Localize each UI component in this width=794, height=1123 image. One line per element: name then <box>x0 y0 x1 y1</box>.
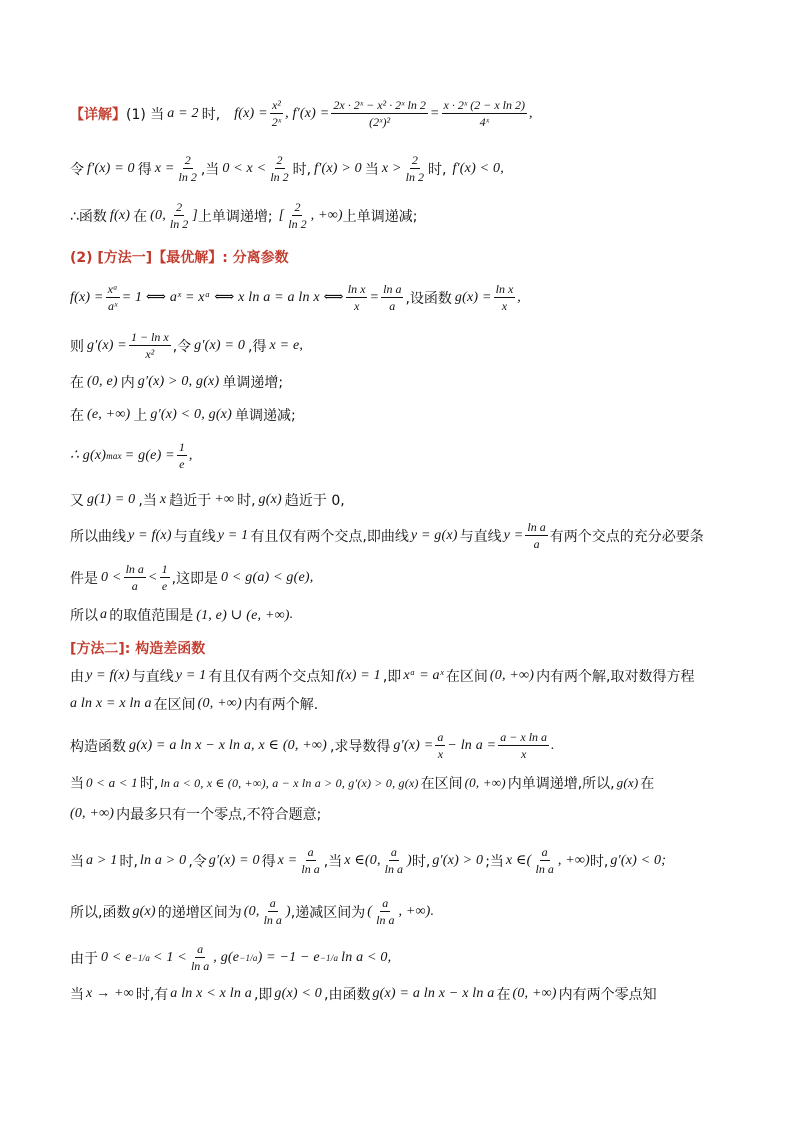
math: (0, +∞) <box>70 806 115 821</box>
text: ,令 <box>172 338 192 355</box>
increasing-line <box>70 372 730 392</box>
math: y = <box>503 527 524 543</box>
text: 有两个交点的充分必要条 <box>549 528 704 545</box>
text: 上单调递增; <box>197 208 273 225</box>
intervals-summary-line <box>70 896 730 927</box>
math: f(x) <box>109 207 131 223</box>
text: 趋近于 0, <box>284 493 345 509</box>
text: 趋近于 <box>169 493 212 509</box>
math: , <box>500 160 504 176</box>
text: 又 <box>70 493 84 509</box>
math: . <box>551 737 555 753</box>
math: f′(x) = 0 <box>87 160 135 176</box>
final-limit-line <box>70 984 730 1004</box>
math: < <box>147 569 158 585</box>
fraction: $\frac{2}{\ln 2}$ <box>405 153 424 184</box>
math: ( <box>526 852 532 868</box>
fraction: $\frac{\text{a − x ln a}}{x}$ <box>500 730 548 761</box>
text: 所以曲线 <box>70 528 126 545</box>
text: 内最多只有一个零点,不符合题意; <box>116 807 322 823</box>
math: g(x) <box>616 775 639 790</box>
math: (0, <box>243 903 260 919</box>
math: f(x) = <box>234 105 268 121</box>
fraction: $\frac{\text{ln a}}{a}$ <box>125 562 144 593</box>
text: ,求导数得 <box>329 738 391 755</box>
case-a-less-than-one-line <box>70 773 730 793</box>
math: (0, +∞) <box>464 775 506 790</box>
fraction: $\frac{\text{ln a}}{a}$ <box>383 282 402 313</box>
fraction: $\frac{2}{\ln 2}$ <box>288 200 307 231</box>
text: 在 <box>70 375 84 391</box>
math: ln a < 0 <box>341 949 388 965</box>
text: ∴函数 <box>70 208 107 225</box>
decreasing-line <box>70 405 730 425</box>
text: 得 <box>261 853 276 870</box>
text: 当 <box>70 853 84 870</box>
math: , g(e <box>213 949 240 965</box>
math: a = 2 <box>167 105 199 121</box>
fraction: $\frac{\text{2x · 2ˣ − x² · 2ˣ ln 2}}{\text{(2ˣ)²}}$ <box>333 98 426 129</box>
math: x → +∞ <box>86 986 134 1001</box>
math: ( <box>367 903 373 919</box>
math: g′(x) = 0 <box>194 337 246 353</box>
text: 在 <box>496 987 511 1003</box>
math: 0 < e <box>101 949 132 965</box>
math: g′(x) > 0, g(x) <box>137 374 220 389</box>
text: 时, <box>237 493 256 509</box>
math: ∴ g(x) <box>70 448 107 463</box>
g-derivative-line <box>70 330 730 361</box>
fraction: $\frac{a}{\text{ln a}}$ <box>301 845 320 876</box>
fraction: $\frac{\text{ln x}}{x}$ <box>495 282 514 313</box>
math: 0 < <box>101 569 122 585</box>
math: (0, <box>150 207 166 223</box>
math: − ln a = <box>447 737 497 753</box>
method-one-heading <box>70 247 730 267</box>
text: 令 <box>70 161 84 178</box>
fraction: $\frac{a}{\text{ln a}}$ <box>376 896 395 927</box>
math: , +∞) <box>310 207 343 223</box>
math: y = f(x) <box>86 668 130 683</box>
math: (1, e) ∪ (e, +∞) <box>196 607 290 623</box>
text: 由 <box>70 669 84 685</box>
math: 0 < a < 1 <box>86 775 138 790</box>
separate-parameter-line <box>70 282 730 313</box>
math: = <box>369 289 380 305</box>
text: ,设函数 <box>405 290 452 307</box>
text: ,由函数 <box>324 987 371 1003</box>
math: g′(x) < 0, g(x) <box>150 407 232 422</box>
math: g′(x) < 0 <box>610 852 662 868</box>
text: 时, <box>119 853 138 870</box>
case-a-greater-than-one-line <box>70 845 730 876</box>
text: 的递增区间为 <box>157 904 242 921</box>
text: 内 <box>120 375 135 391</box>
text: ,即 <box>253 987 273 1003</box>
math: a ln x < x ln a <box>170 986 252 1001</box>
math: y = f(x) <box>128 527 172 543</box>
fraction: $\frac{a}{x}$ <box>437 730 444 761</box>
fraction: $\frac{1}{e}$ <box>178 440 185 471</box>
monotonic-intervals-line <box>70 200 730 231</box>
maximum-line <box>70 440 730 471</box>
math: f′(x) > 0 <box>314 160 362 176</box>
math: , <box>387 949 392 965</box>
text: 在区间 <box>153 697 196 713</box>
fraction: $\frac{1}{e}$ <box>161 562 168 593</box>
text: 在 <box>133 208 148 225</box>
log-equation-line <box>70 694 730 714</box>
text: 在 <box>70 408 84 424</box>
text: 与直线 <box>459 528 502 545</box>
math: f(x) = <box>70 289 104 305</box>
case-a-less-than-one-cont <box>70 804 730 824</box>
fraction: $\frac{a}{\text{ln a}}$ <box>384 845 404 876</box>
math: x ∈ <box>505 853 527 868</box>
text: 由于 <box>70 950 98 967</box>
text: 构造函数 <box>70 738 126 755</box>
method-two-heading <box>70 638 730 658</box>
fraction: $\frac{\text{1 − ln x}}{\text{x²}}$ <box>130 330 169 361</box>
fraction: $\frac{a}{\text{ln a}}$ <box>263 896 282 927</box>
superscript: −1/a <box>239 952 258 963</box>
text: 时, <box>139 776 159 792</box>
math: y = g(x) <box>410 527 458 543</box>
text: ,得 <box>248 338 267 355</box>
construct-function-line <box>70 730 730 761</box>
fraction: $\frac{2}{\ln 2}$ <box>270 153 289 184</box>
range-result-line <box>70 605 730 625</box>
text: 当 <box>364 161 379 178</box>
math: +∞ <box>214 492 235 507</box>
fraction: $\frac{\text{ln a}}{a}$ <box>527 520 546 551</box>
math: , +∞) <box>398 903 431 919</box>
math: 0 < x < <box>222 160 267 176</box>
fraction: $\frac{\text{ln x}}{x}$ <box>347 282 366 313</box>
math: = g(e) = <box>124 447 175 463</box>
text: 所以,函数 <box>70 904 131 921</box>
text: ,递减区间为 <box>290 904 366 921</box>
limit-line <box>70 490 730 510</box>
math: g(x) = a ln x − x ln a, x ∈ (0, +∞) <box>129 738 327 753</box>
math: x > <box>381 160 402 176</box>
math: 0 < g(a) < g(e) <box>221 569 310 585</box>
method-two-intro-line <box>70 666 730 686</box>
text: 内有两个解,取对数得方程 <box>536 669 695 685</box>
math: (0, <box>364 852 381 868</box>
math: g(x) = <box>454 289 492 305</box>
fraction: $\frac{\text{x²}}{\text{2ˣ}}$ <box>271 98 282 129</box>
text: ;当 <box>485 853 504 870</box>
math: x = <box>277 852 298 868</box>
text: 当 <box>70 987 84 1003</box>
math: , <box>188 447 193 463</box>
text: 与直线 <box>173 528 216 545</box>
math: a > 1 <box>86 852 118 868</box>
math: (0, +∞) <box>197 696 242 711</box>
math: ] <box>192 207 198 223</box>
fraction: $\frac{a}{\text{ln a}}$ <box>190 942 210 973</box>
math: . <box>430 903 435 919</box>
math: [ <box>278 207 285 223</box>
subscript: max <box>106 450 122 461</box>
math: g(x) < 0 <box>274 986 322 1001</box>
fraction: $\frac{2}{\ln 2}$ <box>178 153 197 184</box>
math: x = e <box>269 337 300 353</box>
detail-label: 【详解】 <box>70 106 126 123</box>
text: ,当 <box>138 493 157 509</box>
math: ) = −1 − e <box>257 949 320 965</box>
text: 内有两个零点知 <box>558 987 657 1003</box>
text: ,令 <box>188 853 207 870</box>
math: ; <box>661 852 667 868</box>
text: 上单调递减; <box>342 208 418 225</box>
math: g′(x) = <box>87 337 127 353</box>
math: x ∈ <box>344 853 365 868</box>
text: ,即 <box>382 669 402 685</box>
math: (0, +∞) <box>489 668 535 683</box>
math: a ln x = x ln a <box>70 696 152 711</box>
fraction: $\frac{a}{\text{ln a}}$ <box>535 845 554 876</box>
heading: (2) [方法一]【最优解】: 分离参数 <box>70 250 289 266</box>
detail-part1-line <box>70 98 730 129</box>
math: g′(x) = <box>393 737 434 753</box>
superscript: −1/a <box>131 952 151 963</box>
text: 所以 <box>70 608 98 624</box>
text: 单调递减; <box>234 408 296 424</box>
math: xᵃ = aˣ <box>403 668 444 683</box>
math: ) <box>285 903 291 919</box>
math: f′(x) < 0 <box>452 160 501 176</box>
math: = 1 ⟺ aˣ = xᵃ ⟺ x ln a = a ln x ⟺ <box>121 290 344 305</box>
math: f(x) = 1 <box>336 668 381 683</box>
math: (0, e) <box>87 374 118 389</box>
text: 时,有 <box>135 987 169 1003</box>
math: g′(x) = 0 <box>208 852 260 868</box>
text: 在 <box>640 776 655 792</box>
text: 内有两个解. <box>243 697 319 713</box>
text: ,这即是 <box>171 570 219 587</box>
math: y = 1 <box>217 527 249 543</box>
math: . <box>289 607 294 622</box>
text: (1) 当 <box>126 106 165 123</box>
math: g′(x) > 0 <box>432 852 484 868</box>
math: = <box>429 105 440 121</box>
text: ,当 <box>323 853 343 870</box>
text: 的取值范围是 <box>109 608 194 624</box>
superscript: −1/a <box>319 952 339 963</box>
math: < 1 < <box>153 949 187 965</box>
text: 时, <box>427 161 447 178</box>
text: 当 <box>70 776 84 792</box>
math: x = <box>154 160 175 176</box>
text: 时, <box>589 853 609 870</box>
fraction: $\frac{\text{xᵃ}}{\text{aˣ}}$ <box>107 282 118 313</box>
math: ln a > 0 <box>139 852 187 868</box>
math: , <box>517 289 521 305</box>
text: ,当 <box>200 161 220 178</box>
math: , f′(x) = <box>285 105 330 121</box>
text: 有且仅有两个交点知 <box>208 669 335 685</box>
text: 时, <box>411 853 431 870</box>
text: 在区间 <box>420 776 463 792</box>
math: ln a < 0, x ∈ (0, +∞), a − x ln a > 0, g′(x) > 0, g(x) <box>160 775 419 790</box>
math: (0, +∞) <box>512 986 557 1001</box>
text: 内单调递增,所以, <box>507 776 615 792</box>
text: 上 <box>133 408 148 424</box>
fraction: $\frac{2}{\ln 2}$ <box>169 200 189 231</box>
intersection-condition-line <box>70 520 730 551</box>
math: g(1) = 0 <box>87 492 136 507</box>
math: , +∞) <box>557 852 590 868</box>
math: , <box>309 569 314 585</box>
text: 时, <box>201 106 221 123</box>
math: , <box>299 337 304 353</box>
exponential-evaluation-line <box>70 942 730 973</box>
math: , <box>529 105 533 121</box>
text: 得 <box>137 161 152 178</box>
text: 则 <box>70 338 84 355</box>
math: a <box>100 607 108 622</box>
text: 时, <box>292 161 312 178</box>
math: g(x) <box>258 492 282 507</box>
math: y = 1 <box>175 668 207 683</box>
text: 在区间 <box>445 669 488 685</box>
math: ) <box>407 852 412 868</box>
heading: [方法二]: 构造差函数 <box>70 641 206 657</box>
derivative-zero-line <box>70 153 730 184</box>
text: 有且仅有两个交点,即曲线 <box>250 528 409 545</box>
math: g(x) = a ln x − x ln a <box>372 986 495 1001</box>
math: (e, +∞) <box>87 407 131 422</box>
math: g(x) <box>132 903 156 919</box>
math: x <box>159 492 167 507</box>
text: 与直线 <box>131 669 174 685</box>
text: 件是 <box>70 570 98 587</box>
fraction: $\frac{\text{x · 2ˣ (2 − x ln 2)}}{\text{4ˣ}}$ <box>443 98 525 129</box>
condition-continued-line <box>70 562 730 593</box>
text: 单调递增; <box>222 375 284 391</box>
